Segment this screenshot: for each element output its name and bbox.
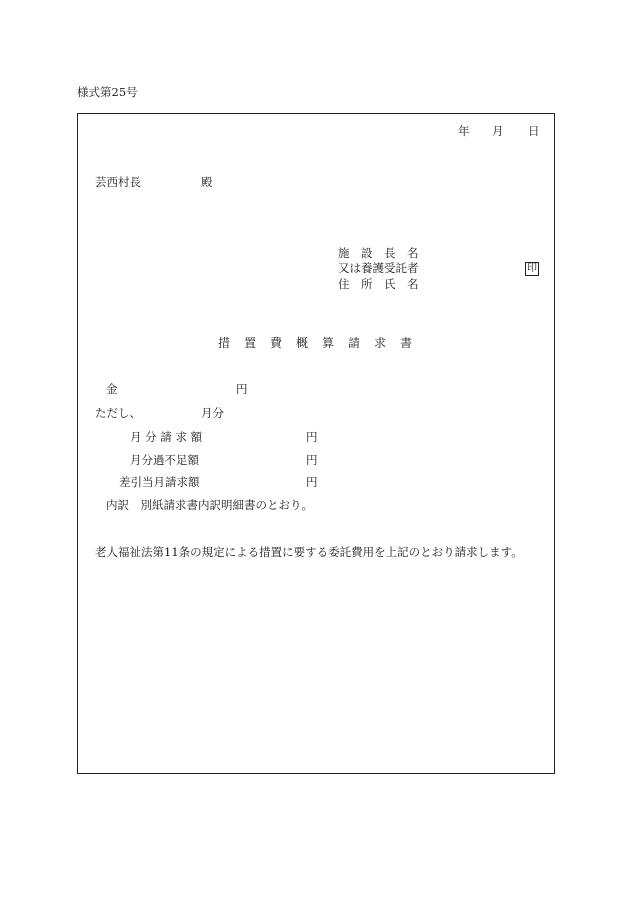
addressee-honorific: 殿 <box>201 175 213 189</box>
amount-unit: 円 <box>236 382 248 396</box>
amount-label: 金 <box>106 382 118 396</box>
item-monthly-claim-unit: 円 <box>306 430 318 444</box>
item-net-claim-unit: 円 <box>306 475 318 489</box>
date-year-label: 年 <box>458 124 470 138</box>
signature-consignee: 又は養護受託者 <box>338 261 419 275</box>
title-char: 費 <box>269 336 282 350</box>
title-char: 書 <box>400 336 413 350</box>
proviso-month: 月分 <box>201 406 224 420</box>
signature-facility-head: 施 設 長 名 <box>338 246 419 260</box>
title-char: 請 <box>348 336 361 350</box>
item-adjustment-unit: 円 <box>306 453 318 467</box>
title-char: 置 <box>243 336 256 350</box>
breakdown-note: 内訳 別紙請求書内訳明細書のとおり。 <box>106 498 313 512</box>
seal-mark: 印 <box>527 263 537 274</box>
signature-address-name: 住 所 氏 名 <box>338 277 419 291</box>
document-title <box>0 334 630 351</box>
title-char: 概 <box>295 336 308 350</box>
title-char: 措 <box>217 336 230 350</box>
proviso-label: ただし、 <box>95 406 141 420</box>
form-number: 様式第25号 <box>77 85 138 99</box>
item-monthly-claim-label: 月 分 請 求 額 <box>130 430 203 444</box>
item-adjustment-label: 月分過不足額 <box>130 453 199 467</box>
date-month-label: 月 <box>492 124 504 138</box>
title-char: 求 <box>374 336 387 350</box>
addressee-name: 芸西村長 <box>95 175 141 189</box>
request-statement: 老人福祉法第11条の規定による措置に要する委託費用を上記のとおり請求します。 <box>95 545 523 559</box>
title-char: 算 <box>322 336 335 350</box>
date-day-label: 日 <box>528 124 540 138</box>
item-net-claim-label: 差引当月請求額 <box>119 475 200 489</box>
